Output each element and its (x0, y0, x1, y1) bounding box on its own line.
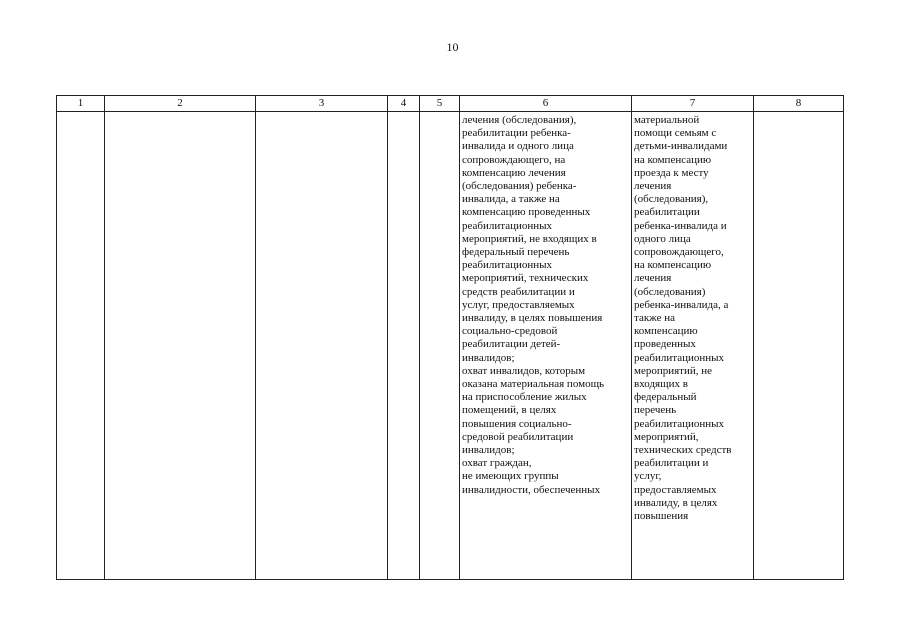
cell-text-line: реабилитации ребенка- (462, 127, 571, 140)
cell-text-line: на приспособление жилых (462, 391, 587, 404)
cell-text-line: инвалиду, в целях (634, 496, 718, 509)
cell-text-line: инвалида, а также на (462, 193, 560, 206)
column-header-4: 4 (388, 96, 420, 112)
cell-col-3 (256, 112, 388, 580)
cell-text-line: на компенсацию (634, 153, 712, 166)
cell-col-4 (388, 112, 420, 580)
cell-text-line: мероприятий, технических (462, 272, 589, 285)
cell-text-line: инвалиду, в целях повышения (462, 312, 603, 325)
cell-text-line: оказана материальная помощь (462, 378, 605, 391)
cell-text-line: не имеющих группы (462, 470, 559, 483)
cell-text-line: мероприятий, не (634, 364, 713, 377)
cell-text-line: реабилитации детей- (462, 338, 561, 351)
page-number: 10 (446, 40, 459, 54)
document-table (56, 95, 844, 580)
cell-text-line: проведенных (634, 338, 696, 351)
cell-text-line: помощи семьям с (634, 127, 717, 140)
cell-text-line: компенсацию лечения (462, 166, 566, 179)
cell-text-line: проезда к месту (634, 166, 709, 179)
cell-text-line: реабилитационных (634, 351, 725, 364)
cell-text-line: охват инвалидов, которым (462, 364, 586, 377)
cell-text-line: детьми-инвалидами (634, 140, 728, 153)
cell-col-6-text (460, 112, 631, 497)
cell-text-line: охват граждан, (462, 457, 532, 470)
cell-text-line: реабилитационных (634, 417, 725, 430)
cell-text-line: реабилитации и (634, 457, 709, 470)
cell-text-line: мероприятий, не входящих в (462, 232, 597, 245)
cell-text-line: инвалидов; (462, 444, 515, 457)
cell-text-line: на компенсацию (634, 259, 712, 272)
column-header-8: 8 (754, 96, 844, 112)
cell-text-line: лечения (обследования), (462, 114, 577, 126)
cell-text-line: федеральный (634, 391, 697, 404)
cell-text-line: входящих в (634, 378, 688, 391)
cell-text-line: инвалидов; (462, 351, 515, 364)
cell-text-line: сопровождающего, (634, 246, 724, 259)
cell-text-line: материальной (634, 114, 700, 126)
cell-text-line: компенсацию проведенных (462, 206, 591, 219)
cell-col-1 (57, 112, 105, 580)
cell-col-8 (754, 112, 844, 580)
cell-text-line: также на (634, 312, 676, 325)
cell-text-line: (обследования) ребенка- (462, 180, 577, 193)
cell-text-line: реабилитационных (462, 259, 553, 272)
cell-text-line: федеральный перечень (462, 246, 570, 259)
cell-text-line: услуг, предоставляемых (462, 298, 575, 311)
cell-text-line: ребенка-инвалида и (634, 219, 727, 232)
cell-col-2 (105, 112, 256, 580)
header-row (57, 96, 844, 112)
cell-text-line: одного лица (634, 232, 691, 245)
cell-text-line: помещений, в целях (462, 404, 557, 417)
table-row (57, 112, 844, 580)
cell-col-5 (420, 112, 460, 580)
cell-col-7 (632, 112, 754, 580)
column-header-7: 7 (632, 96, 754, 112)
cell-text-line: услуг, (634, 470, 662, 483)
cell-col-7-text (632, 112, 753, 523)
cell-text-line: ребенка-инвалида, а (634, 298, 729, 311)
column-header-6: 6 (460, 96, 632, 112)
cell-text-line: социально-средовой (462, 325, 558, 338)
cell-text-line: мероприятий, (634, 430, 699, 443)
cell-text-line: повышения социально- (462, 417, 572, 430)
cell-text-line: лечения (634, 272, 672, 285)
cell-text-line: инвалида и одного лица (462, 140, 574, 153)
column-header-2: 2 (105, 96, 256, 112)
cell-text-line: перечень (634, 404, 677, 417)
cell-text-line: средств реабилитации и (462, 285, 575, 298)
column-header-1: 1 (57, 96, 105, 112)
cell-text-line: (обследования), (634, 193, 709, 206)
cell-col-6 (460, 112, 632, 580)
cell-text-line: предоставляемых (634, 483, 717, 496)
cell-text-line: средовой реабилитации (462, 430, 574, 443)
column-header-3: 3 (256, 96, 388, 112)
column-header-5: 5 (420, 96, 460, 112)
cell-text-line: сопровождающего, на (462, 153, 566, 166)
cell-text-line: компенсацию (634, 325, 698, 338)
cell-text-line: реабилитации (634, 206, 700, 219)
cell-text-line: (обследования) (634, 285, 706, 298)
cell-text-line: лечения (634, 180, 672, 193)
cell-text-line: технических средств (634, 444, 732, 457)
cell-text-line: инвалидности, обеспеченных (462, 483, 601, 496)
cell-text-line: повышения (634, 510, 689, 523)
cell-text-line: реабилитационных (462, 219, 553, 232)
